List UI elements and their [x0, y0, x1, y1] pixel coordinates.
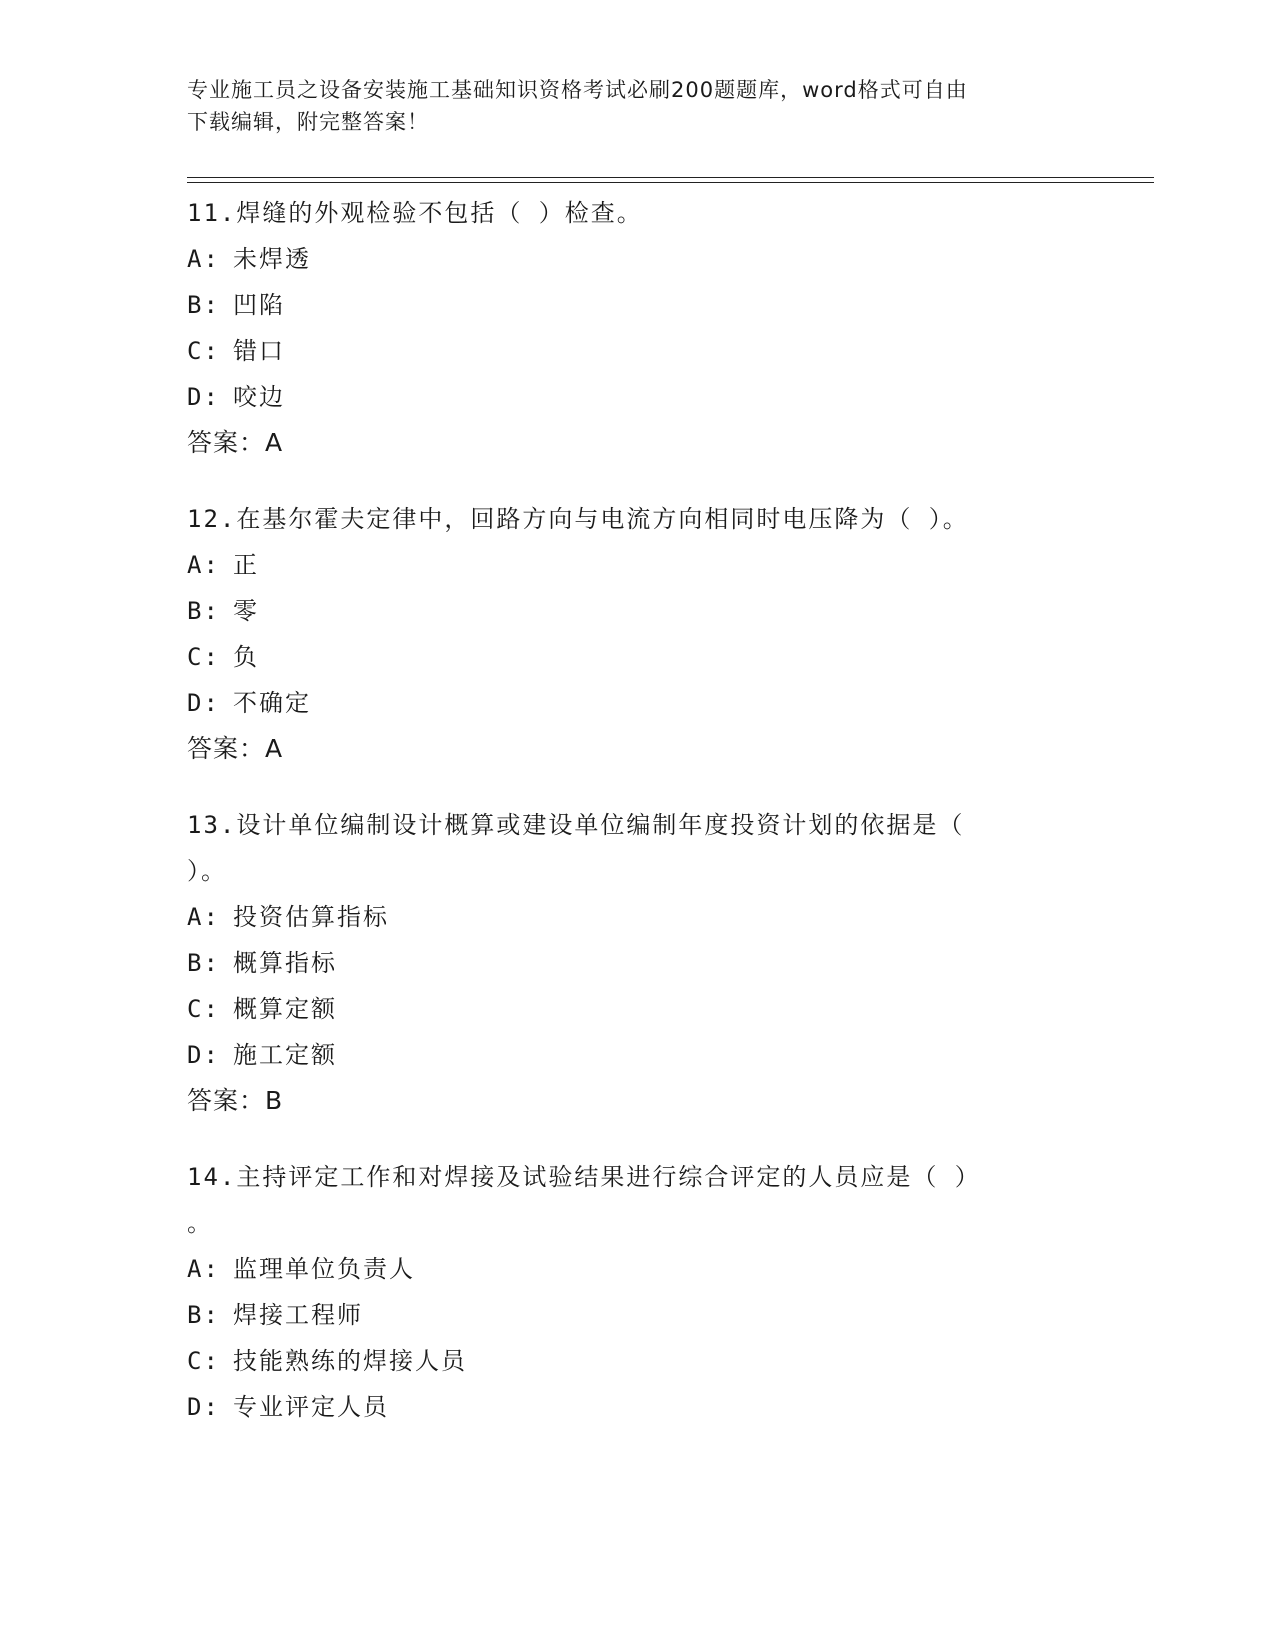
- option-key: D:: [187, 383, 220, 411]
- option-d: [187, 680, 1067, 726]
- option-key: A:: [187, 245, 220, 273]
- option-text: 不确定: [233, 689, 311, 717]
- option-d: [187, 374, 1067, 420]
- question-list: [187, 190, 1067, 1460]
- option-b: [187, 282, 1067, 328]
- option-key: B:: [187, 597, 220, 625]
- option-key: B:: [187, 291, 220, 319]
- option-text: 零: [233, 597, 259, 625]
- header-line-1: 专业施工员之设备安装施工基础知识资格考试必刷200题题库，word格式可自由: [187, 78, 968, 102]
- option-key: A:: [187, 551, 220, 579]
- option-key: D:: [187, 1393, 220, 1421]
- option-key: A:: [187, 903, 220, 931]
- option-text: 未焊透: [233, 245, 311, 273]
- option-text: 专业评定人员: [233, 1393, 389, 1421]
- document-header: [187, 74, 1067, 138]
- answer-value: A: [265, 428, 284, 457]
- header-divider-bottom: [187, 182, 1154, 183]
- answer-line: [187, 726, 1067, 772]
- answer-value: A: [265, 734, 284, 763]
- option-key: C:: [187, 337, 220, 365]
- option-d: [187, 1032, 1067, 1078]
- option-key: C:: [187, 643, 220, 671]
- option-text: 监理单位负责人: [233, 1255, 415, 1283]
- question-stem: 14.主持评定工作和对焊接及试验结果进行综合评定的人员应是（ ）: [187, 1163, 981, 1191]
- option-text: 概算定额: [233, 995, 337, 1023]
- option-c: [187, 986, 1067, 1032]
- answer-label: 答案：: [187, 734, 266, 763]
- option-text: 正: [233, 551, 259, 579]
- answer-line: [187, 1078, 1067, 1124]
- question-11: [187, 190, 1067, 466]
- question-13: [187, 802, 1067, 1124]
- option-key: C:: [187, 1347, 220, 1375]
- option-key: B:: [187, 1301, 220, 1329]
- question-14: [187, 1154, 1067, 1430]
- option-b: [187, 940, 1067, 986]
- answer-label: 答案：: [187, 1086, 266, 1115]
- answer-value: B: [265, 1086, 284, 1115]
- option-d: [187, 1384, 1067, 1430]
- option-text: 负: [233, 643, 259, 671]
- question-stem-continued: ）。: [187, 857, 227, 885]
- option-c: [187, 634, 1067, 680]
- option-a: [187, 542, 1067, 588]
- option-text: 焊接工程师: [233, 1301, 363, 1329]
- option-text: 错口: [233, 337, 285, 365]
- option-a: [187, 1246, 1067, 1292]
- option-key: D:: [187, 689, 220, 717]
- option-text: 概算指标: [233, 949, 337, 977]
- question-stem: 12.在基尔霍夫定律中，回路方向与电流方向相同时电压降为（ ）。: [187, 505, 969, 533]
- option-key: D:: [187, 1041, 220, 1069]
- option-text: 技能熟练的焊接人员: [233, 1347, 467, 1375]
- header-divider-top: [187, 177, 1154, 178]
- option-b: [187, 1292, 1067, 1338]
- option-c: [187, 1338, 1067, 1384]
- option-text: 投资估算指标: [233, 903, 389, 931]
- option-key: A:: [187, 1255, 220, 1283]
- question-stem-continued: 。: [187, 1209, 213, 1237]
- option-c: [187, 328, 1067, 374]
- option-a: [187, 236, 1067, 282]
- option-a: [187, 894, 1067, 940]
- answer-line: [187, 420, 1067, 466]
- option-key: C:: [187, 995, 220, 1023]
- option-text: 凹陷: [233, 291, 285, 319]
- header-line-2: 下载编辑，附完整答案！: [187, 110, 429, 134]
- question-12: [187, 496, 1067, 772]
- option-text: 咬边: [233, 383, 285, 411]
- question-stem: 13.设计单位编制设计概算或建设单位编制年度投资计划的依据是（: [187, 811, 965, 839]
- question-stem: 11.焊缝的外观检验不包括（ ）检查。: [187, 199, 643, 227]
- answer-label: 答案：: [187, 428, 266, 457]
- option-key: B:: [187, 949, 220, 977]
- option-text: 施工定额: [233, 1041, 337, 1069]
- option-b: [187, 588, 1067, 634]
